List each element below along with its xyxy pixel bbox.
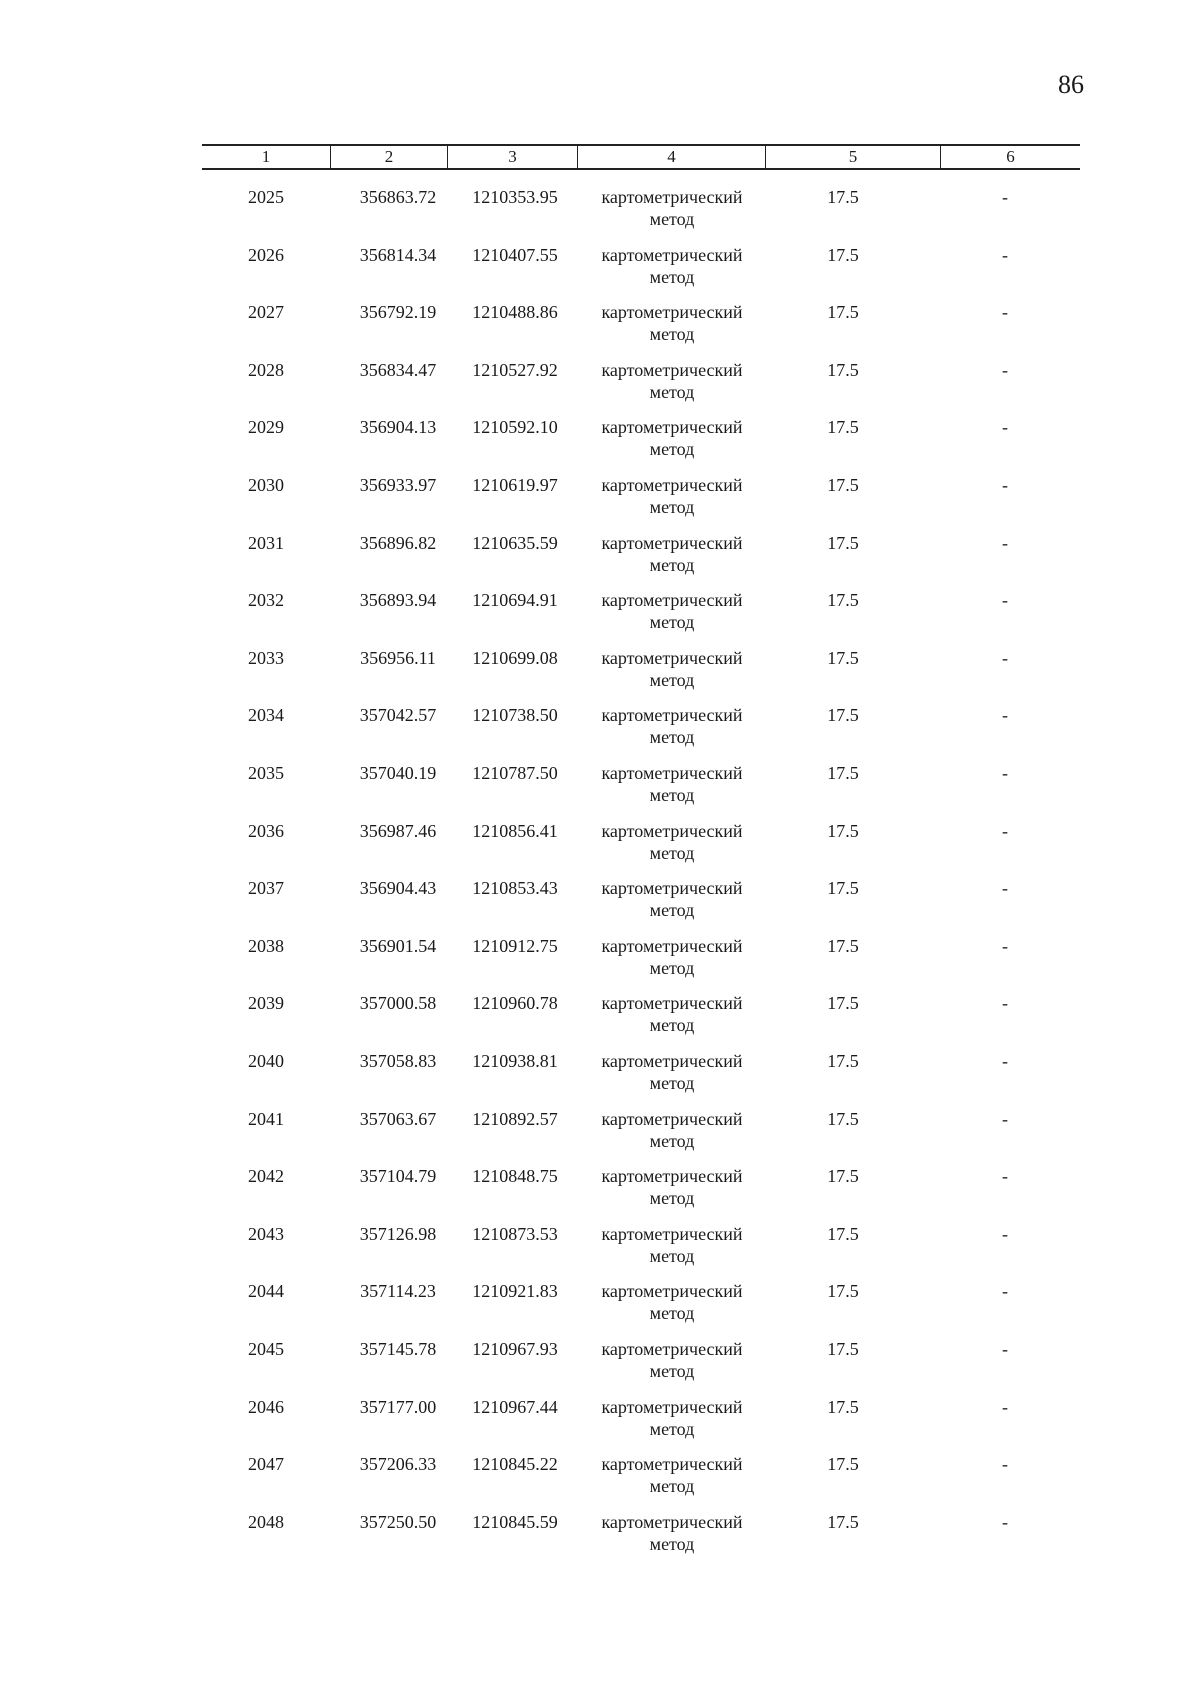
cell-method: картометрический метод bbox=[601, 1108, 743, 1151]
cell-note: - bbox=[1002, 935, 1008, 956]
cell-coordinate-y: 1210619.97 bbox=[472, 475, 558, 495]
cell-method: картометрический метод bbox=[601, 244, 743, 287]
cell-coordinate-x: 357063.67 bbox=[359, 1108, 437, 1129]
cell-coordinate-x: 356896.82 bbox=[359, 532, 437, 553]
column-header-5: 5 bbox=[765, 146, 940, 168]
cell-method: картометрический метод bbox=[601, 993, 743, 1036]
cell-accuracy: 17.5 bbox=[827, 590, 859, 611]
cell-method: картометрический метод bbox=[601, 590, 743, 633]
column-header-4: 4 bbox=[577, 146, 765, 168]
cell-coordinate-x: 357206.33 bbox=[359, 1454, 437, 1475]
cell-coordinate-y: 1210787.50 bbox=[472, 763, 558, 783]
cell-coordinate-y: 1210353.95 bbox=[472, 187, 558, 207]
table-row bbox=[0, 1165, 1200, 1223]
cell-accuracy: 17.5 bbox=[827, 1166, 859, 1187]
cell-coordinate-y: 1210527.92 bbox=[472, 359, 558, 380]
table-row bbox=[0, 762, 1200, 820]
cell-coordinate-x: 356987.46 bbox=[359, 820, 437, 841]
cell-note: - bbox=[1002, 1051, 1008, 1071]
cell-note: - bbox=[1002, 187, 1008, 207]
cell-point-number: 2039 bbox=[248, 993, 284, 1014]
cell-note: - bbox=[1002, 1108, 1008, 1129]
cell-point-number: 2028 bbox=[248, 359, 284, 380]
cell-method: картометрический метод bbox=[601, 417, 743, 460]
cell-note: - bbox=[1002, 532, 1008, 553]
table-header bbox=[202, 144, 1080, 170]
cell-method: картометрический метод bbox=[601, 1166, 743, 1209]
cell-point-number: 2030 bbox=[248, 475, 284, 495]
cell-coordinate-y: 1210488.86 bbox=[472, 302, 558, 323]
table-row bbox=[0, 474, 1200, 532]
table-row bbox=[0, 1223, 1200, 1281]
cell-method: картометрический метод bbox=[601, 1223, 743, 1266]
table-row bbox=[0, 1338, 1200, 1396]
cell-coordinate-y: 1210892.57 bbox=[472, 1108, 558, 1129]
table-row bbox=[0, 301, 1200, 359]
cell-accuracy: 17.5 bbox=[827, 820, 859, 841]
cell-accuracy: 17.5 bbox=[827, 1339, 859, 1359]
cell-point-number: 2031 bbox=[248, 532, 284, 553]
cell-coordinate-x: 357177.00 bbox=[359, 1396, 437, 1417]
cell-point-number: 2038 bbox=[248, 935, 284, 956]
cell-coordinate-x: 357058.83 bbox=[359, 1051, 437, 1071]
cell-note: - bbox=[1002, 647, 1008, 668]
cell-coordinate-y: 1210407.55 bbox=[472, 244, 558, 265]
cell-note: - bbox=[1002, 993, 1008, 1014]
cell-coordinate-y: 1210960.78 bbox=[472, 993, 558, 1014]
cell-accuracy: 17.5 bbox=[827, 1223, 859, 1244]
cell-accuracy: 17.5 bbox=[827, 763, 859, 783]
cell-accuracy: 17.5 bbox=[827, 647, 859, 668]
cell-coordinate-x: 356834.47 bbox=[359, 359, 437, 380]
cell-coordinate-x: 356893.94 bbox=[359, 590, 437, 611]
cell-coordinate-y: 1210699.08 bbox=[472, 647, 558, 668]
cell-point-number: 2033 bbox=[248, 647, 284, 668]
cell-coordinate-y: 1210967.93 bbox=[472, 1339, 558, 1359]
cell-note: - bbox=[1002, 1511, 1008, 1532]
cell-point-number: 2047 bbox=[248, 1454, 284, 1475]
column-header-6: 6 bbox=[940, 146, 1080, 168]
cell-accuracy: 17.5 bbox=[827, 417, 859, 438]
cell-note: - bbox=[1002, 417, 1008, 438]
cell-method: картометрический метод bbox=[601, 1396, 743, 1439]
cell-point-number: 2046 bbox=[248, 1396, 284, 1417]
cell-point-number: 2037 bbox=[248, 878, 284, 899]
cell-point-number: 2026 bbox=[248, 244, 284, 265]
cell-method: картометрический метод bbox=[601, 705, 743, 748]
table-row bbox=[0, 820, 1200, 878]
table-row bbox=[0, 1511, 1200, 1569]
table-row bbox=[0, 1050, 1200, 1108]
table-row bbox=[0, 532, 1200, 590]
cell-method: картометрический метод bbox=[601, 878, 743, 921]
cell-point-number: 2032 bbox=[248, 590, 284, 611]
cell-method: картометрический метод bbox=[601, 647, 743, 690]
cell-coordinate-x: 356904.43 bbox=[359, 878, 437, 899]
cell-method: картометрический метод bbox=[601, 302, 743, 345]
cell-method: картометрический метод bbox=[601, 1339, 743, 1381]
cell-coordinate-x: 357000.58 bbox=[359, 993, 437, 1014]
cell-coordinate-y: 1210873.53 bbox=[472, 1223, 558, 1244]
cell-method: картометрический метод bbox=[601, 763, 743, 805]
cell-coordinate-y: 1210848.75 bbox=[472, 1166, 558, 1187]
cell-accuracy: 17.5 bbox=[827, 935, 859, 956]
cell-point-number: 2045 bbox=[248, 1339, 284, 1359]
cell-accuracy: 17.5 bbox=[827, 1051, 859, 1071]
cell-point-number: 2040 bbox=[248, 1051, 284, 1071]
cell-accuracy: 17.5 bbox=[827, 1454, 859, 1475]
table-row bbox=[0, 244, 1200, 302]
cell-note: - bbox=[1002, 705, 1008, 726]
cell-coordinate-y: 1210845.22 bbox=[472, 1454, 558, 1475]
cell-coordinate-y: 1210635.59 bbox=[472, 532, 558, 553]
table-row bbox=[0, 416, 1200, 474]
cell-method: картометрический метод bbox=[601, 1281, 743, 1324]
cell-note: - bbox=[1002, 1281, 1008, 1302]
cell-method: картометрический метод bbox=[601, 820, 743, 863]
cell-note: - bbox=[1002, 244, 1008, 265]
cell-method: картометрический метод bbox=[601, 1511, 743, 1554]
cell-coordinate-x: 356933.97 bbox=[359, 475, 437, 495]
cell-note: - bbox=[1002, 1223, 1008, 1244]
cell-accuracy: 17.5 bbox=[827, 878, 859, 899]
cell-accuracy: 17.5 bbox=[827, 705, 859, 726]
cell-point-number: 2042 bbox=[248, 1166, 284, 1187]
cell-note: - bbox=[1002, 763, 1008, 783]
cell-coordinate-x: 356863.72 bbox=[359, 187, 437, 207]
cell-coordinate-x: 357040.19 bbox=[359, 763, 437, 783]
cell-method: картометрический метод bbox=[601, 935, 743, 978]
cell-accuracy: 17.5 bbox=[827, 1511, 859, 1532]
cell-coordinate-x: 356792.19 bbox=[359, 302, 437, 323]
cell-coordinate-x: 357104.79 bbox=[359, 1166, 437, 1187]
cell-accuracy: 17.5 bbox=[827, 302, 859, 323]
cell-point-number: 2044 bbox=[248, 1281, 284, 1302]
table-row bbox=[0, 1396, 1200, 1454]
cell-coordinate-x: 357145.78 bbox=[359, 1339, 437, 1359]
table-row bbox=[0, 877, 1200, 935]
cell-note: - bbox=[1002, 1454, 1008, 1475]
cell-point-number: 2027 bbox=[248, 302, 284, 323]
cell-point-number: 2035 bbox=[248, 763, 284, 783]
cell-point-number: 2036 bbox=[248, 820, 284, 841]
cell-method: картометрический метод bbox=[601, 359, 743, 402]
cell-note: - bbox=[1002, 1396, 1008, 1417]
cell-point-number: 2043 bbox=[248, 1223, 284, 1244]
cell-note: - bbox=[1002, 878, 1008, 899]
column-header-1: 1 bbox=[261, 147, 271, 166]
cell-coordinate-y: 1210853.43 bbox=[472, 878, 558, 899]
cell-coordinate-y: 1210738.50 bbox=[472, 705, 558, 726]
cell-coordinate-y: 1210592.10 bbox=[472, 417, 558, 438]
cell-coordinate-y: 1210845.59 bbox=[472, 1511, 558, 1532]
cell-accuracy: 17.5 bbox=[827, 187, 859, 207]
column-header-3: 3 bbox=[447, 146, 577, 168]
cell-note: - bbox=[1002, 359, 1008, 380]
cell-method: картометрический метод bbox=[601, 475, 743, 517]
cell-method: картометрический метод bbox=[601, 532, 743, 575]
cell-method: картометрический метод bbox=[601, 187, 743, 229]
table-row bbox=[0, 1108, 1200, 1166]
table-row bbox=[0, 359, 1200, 417]
cell-coordinate-x: 357250.50 bbox=[359, 1511, 437, 1532]
cell-method: картометрический метод bbox=[601, 1454, 743, 1497]
cell-point-number: 2041 bbox=[248, 1108, 284, 1129]
cell-coordinate-x: 356956.11 bbox=[360, 647, 436, 668]
cell-accuracy: 17.5 bbox=[827, 532, 859, 553]
column-header-2: 2 bbox=[330, 146, 447, 168]
cell-coordinate-x: 357042.57 bbox=[359, 705, 437, 726]
cell-point-number: 2025 bbox=[248, 187, 284, 207]
cell-coordinate-y: 1210938.81 bbox=[472, 1051, 558, 1071]
cell-coordinate-y: 1210856.41 bbox=[472, 820, 558, 841]
cell-accuracy: 17.5 bbox=[827, 1396, 859, 1417]
cell-coordinate-y: 1210912.75 bbox=[472, 935, 558, 956]
table-row bbox=[0, 186, 1200, 244]
cell-note: - bbox=[1002, 1339, 1008, 1359]
table-row bbox=[0, 1453, 1200, 1511]
cell-note: - bbox=[1002, 820, 1008, 841]
cell-coordinate-x: 356901.54 bbox=[359, 935, 437, 956]
table-row bbox=[0, 992, 1200, 1050]
cell-point-number: 2034 bbox=[248, 705, 284, 726]
cell-note: - bbox=[1002, 302, 1008, 323]
cell-point-number: 2029 bbox=[248, 417, 284, 438]
table-row bbox=[0, 704, 1200, 762]
cell-coordinate-y: 1210921.83 bbox=[472, 1281, 558, 1302]
cell-accuracy: 17.5 bbox=[827, 359, 859, 380]
cell-coordinate-y: 1210967.44 bbox=[472, 1396, 558, 1417]
cell-coordinate-x: 356904.13 bbox=[359, 417, 437, 438]
cell-note: - bbox=[1002, 475, 1008, 495]
page-number: 86 bbox=[1058, 70, 1084, 99]
cell-note: - bbox=[1002, 1166, 1008, 1187]
cell-coordinate-y: 1210694.91 bbox=[472, 590, 558, 611]
table-row bbox=[0, 935, 1200, 993]
cell-accuracy: 17.5 bbox=[827, 244, 859, 265]
cell-method: картометрический метод bbox=[601, 1051, 743, 1093]
cell-accuracy: 17.5 bbox=[827, 993, 859, 1014]
cell-note: - bbox=[1002, 590, 1008, 611]
table-row bbox=[0, 647, 1200, 705]
cell-coordinate-x: 357126.98 bbox=[359, 1223, 437, 1244]
cell-accuracy: 17.5 bbox=[827, 1281, 859, 1302]
table-row bbox=[0, 1280, 1200, 1338]
cell-coordinate-x: 356814.34 bbox=[359, 244, 437, 265]
cell-point-number: 2048 bbox=[248, 1511, 284, 1532]
cell-accuracy: 17.5 bbox=[827, 1108, 859, 1129]
cell-accuracy: 17.5 bbox=[827, 475, 859, 495]
table-row bbox=[0, 589, 1200, 647]
cell-coordinate-x: 357114.23 bbox=[360, 1281, 436, 1302]
